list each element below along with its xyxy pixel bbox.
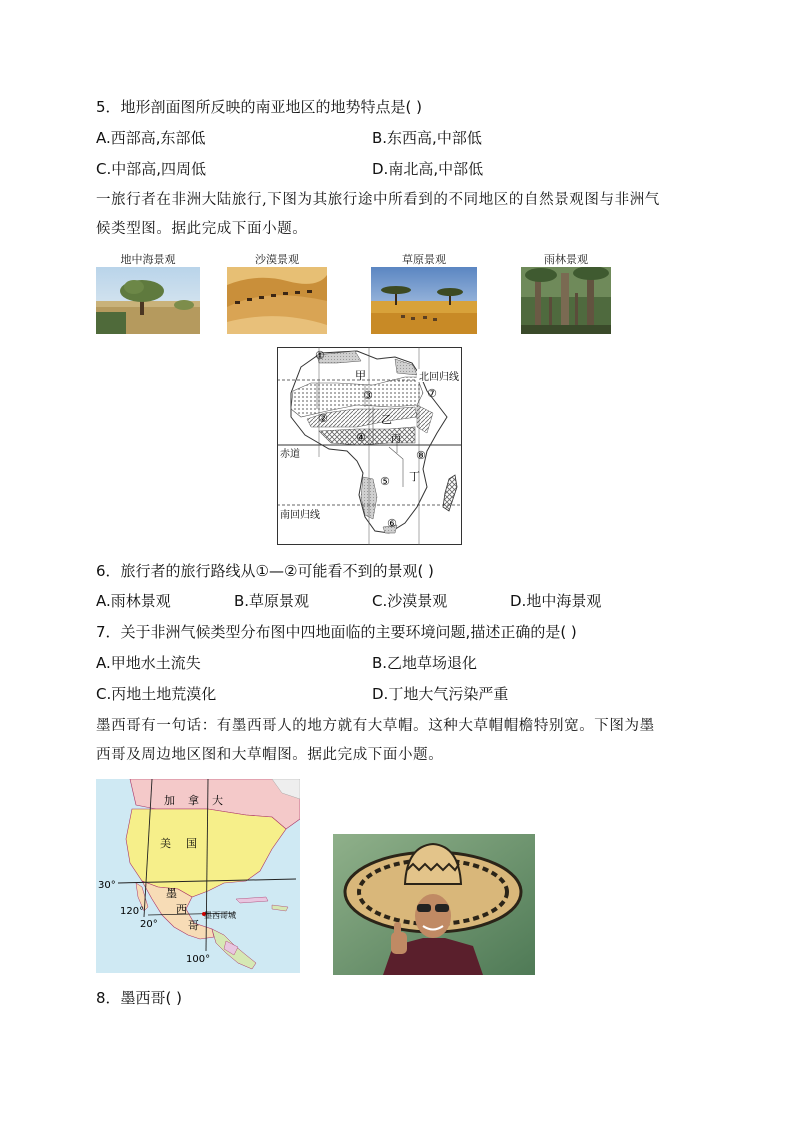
region-jia: 甲 <box>355 369 366 382</box>
tropic-north-label: 北回归线 <box>419 372 459 383</box>
label-canada-2: 拿 <box>188 794 199 807</box>
q6-stem: 6．旅行者的旅行路线从①—②可能看不到的景观( ) <box>96 562 434 580</box>
q5-option-c: C.中部高,四周低 <box>96 160 207 178</box>
q6-option-d: D.地中海景观 <box>510 592 602 610</box>
q7-option-b: B.乙地草场退化 <box>372 654 478 672</box>
marker-5: ⑤ <box>380 475 390 488</box>
marker-1: ① <box>315 349 325 362</box>
q5-stem: 5．地形剖面图所反映的南亚地区的地势特点是( ) <box>96 98 423 116</box>
caption-rainforest: 雨林景观 <box>544 253 588 266</box>
label-lon-100: 100° <box>186 954 211 965</box>
label-canada-3: 大 <box>212 794 223 807</box>
q6-option-a: A.雨林景观 <box>96 592 171 610</box>
q5-option-a: A.西部高,东部低 <box>96 129 206 147</box>
label-mexico-city: 墨西哥城 <box>204 911 236 920</box>
mediterranean-landscape-photo <box>96 267 200 334</box>
caption-mediterranean: 地中海景观 <box>120 253 176 266</box>
africa-climate-map <box>277 347 462 545</box>
label-lat-30: 30° <box>98 880 116 891</box>
q7-option-d: D.丁地大气污染严重 <box>372 685 509 703</box>
label-usa-1: 美 <box>160 837 171 850</box>
passage2-line2: 西哥及周边地区图和大草帽图。据此完成下面小题。 <box>96 747 444 763</box>
caption-desert: 沙漠景观 <box>255 253 299 266</box>
region-bing: 丙 <box>391 434 401 445</box>
label-canada-1: 加 <box>164 794 175 807</box>
sombrero-photo <box>333 834 535 975</box>
savanna-landscape-photo <box>371 267 477 334</box>
marker-7: ⑦ <box>427 387 437 400</box>
passage1-line2: 候类型图。据此完成下面小题。 <box>96 221 308 237</box>
q5-option-b: B.东西高,中部低 <box>372 129 482 147</box>
caption-savanna: 草原景观 <box>402 253 446 266</box>
q7-option-c: C.丙地土地荒漠化 <box>96 685 217 703</box>
region-ding: 丁 <box>409 470 420 483</box>
marker-8: ⑧ <box>416 449 426 462</box>
q7-stem: 7．关于非洲气候类型分布图中四地面临的主要环境问题,描述正确的是( ) <box>96 623 577 641</box>
marker-6: ⑥ <box>387 517 397 530</box>
region-yi: 乙 <box>381 413 392 426</box>
rainforest-landscape-photo <box>521 267 611 334</box>
q8-stem: 8．墨西哥( ) <box>96 989 183 1007</box>
label-usa-2: 国 <box>186 837 197 850</box>
marker-4: ④ <box>356 431 366 444</box>
label-lat-20: 20° <box>140 919 158 930</box>
q5-option-d: D.南北高,中部低 <box>372 160 484 178</box>
label-mexico-2: 西 <box>176 903 187 916</box>
passage1-line1: 一旅行者在非洲大陆旅行,下图为其旅行途中所看到的不同地区的自然景观图与非洲气 <box>96 192 660 208</box>
equator-label: 赤道 <box>280 449 300 460</box>
marker-2: ② <box>318 412 328 425</box>
q6-option-c: C.沙漠景观 <box>372 592 448 610</box>
passage2-line1: 墨西哥有一句话：有墨西哥人的地方就有大草帽。这种大草帽帽檐特别宽。下图为墨 <box>96 718 655 734</box>
label-mexico-1: 墨 <box>166 887 177 900</box>
desert-landscape-photo <box>227 267 327 334</box>
marker-3: ③ <box>363 389 373 402</box>
label-mexico-3: 哥 <box>188 919 199 932</box>
q7-option-a: A.甲地水土流失 <box>96 654 201 672</box>
mexico-region-map <box>96 779 300 973</box>
q6-option-b: B.草原景观 <box>234 592 310 610</box>
label-lon-120: 120° <box>120 906 145 917</box>
tropic-south-label: 南回归线 <box>280 510 320 521</box>
